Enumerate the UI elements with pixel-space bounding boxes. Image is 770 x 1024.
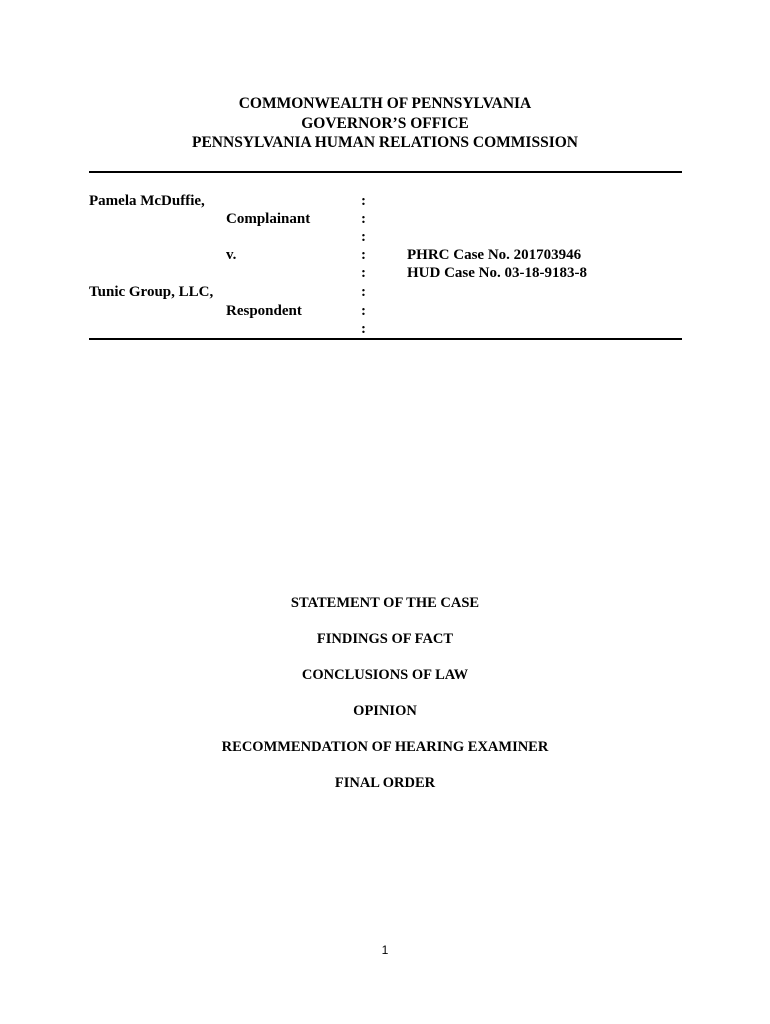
caption-colon: : [361, 265, 366, 281]
complainant-name: Pamela McDuffie, [89, 193, 205, 209]
caption-colon: : [361, 247, 366, 263]
caption-colon: : [361, 303, 366, 319]
header-governors-office: GOVERNOR’S OFFICE [301, 114, 469, 132]
section-conclusions-of-law: CONCLUSIONS OF LAW [301, 667, 469, 683]
section-final-order: FINAL ORDER [334, 775, 436, 791]
document-header [0, 94, 770, 153]
section-list [0, 594, 770, 810]
section-recommendation: RECOMMENDATION OF HEARING EXAMINER [221, 739, 549, 755]
complainant-role: Complainant [226, 211, 311, 227]
section-opinion: OPINION [353, 703, 417, 719]
respondent-role: Respondent [226, 303, 302, 319]
caption-colon: : [361, 229, 366, 245]
header-commission: PENNSYLVANIA HUMAN RELATIONS COMMISSION [192, 134, 578, 151]
section-findings-of-fact: FINDINGS OF FACT [316, 631, 454, 647]
caption-bottom-rule [89, 338, 682, 340]
section-statement-of-case: STATEMENT OF THE CASE [290, 595, 480, 611]
caption-colon: : [361, 211, 366, 227]
caption-colon: : [361, 193, 366, 209]
hud-case-number: HUD Case No. 03-18-9183-8 [407, 265, 587, 281]
header-commonwealth: COMMONWEALTH OF PENNSYLVANIA [238, 95, 532, 112]
versus-label: v. [226, 247, 237, 263]
respondent-name: Tunic Group, LLC, [89, 284, 214, 300]
caption-colon: : [361, 321, 366, 337]
page-number: 1 [381, 943, 389, 957]
caption-colon: : [361, 284, 366, 300]
phrc-case-number: PHRC Case No. 201703946 [407, 247, 582, 263]
caption-top-rule [89, 171, 682, 173]
